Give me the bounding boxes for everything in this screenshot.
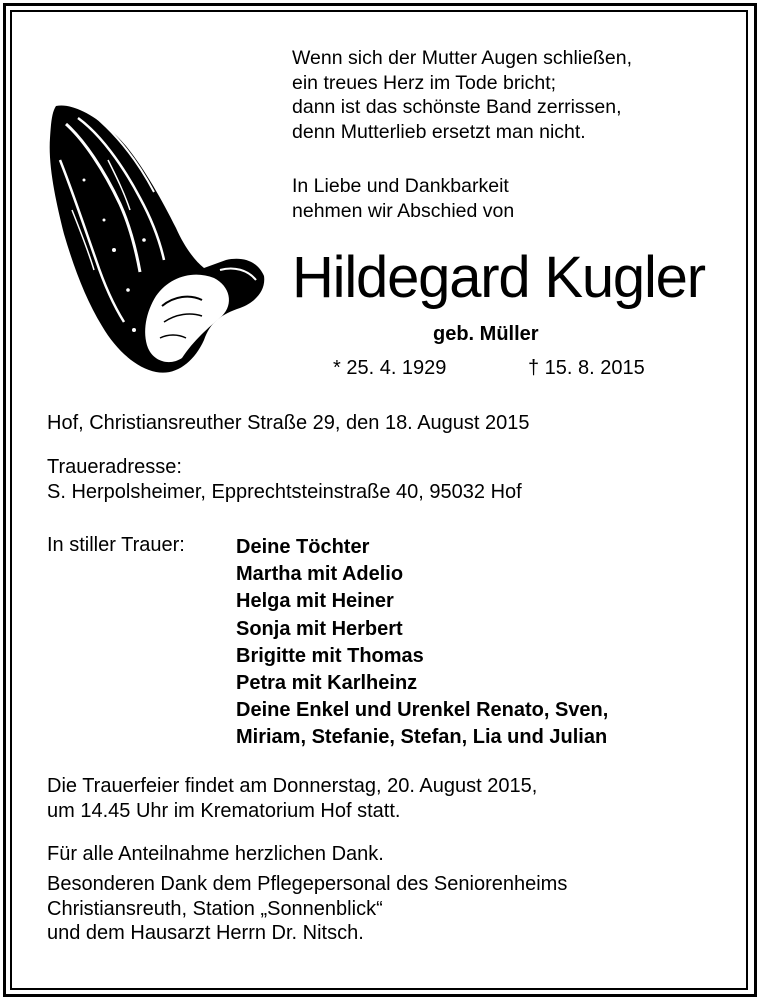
birth-date: * 25. 4. 1929 — [333, 357, 447, 379]
mourners-label: In stiller Trauer: — [47, 534, 185, 556]
funeral-line: um 14.45 Uhr im Krematorium Hof statt. — [47, 799, 401, 822]
poem — [292, 46, 632, 144]
mourner-line: Helga mit Heiner — [236, 590, 394, 613]
maiden-name: geb. Müller — [433, 323, 539, 345]
special-thanks-line: Besonderen Dank dem Pflegepersonal des Seniorenheims — [47, 873, 568, 895]
mourner-line: Sonja mit Herbert — [236, 617, 403, 640]
thanks-note: Für alle Anteilnahme herzlichen Dank. — [47, 843, 384, 865]
mourning-address — [47, 455, 522, 504]
mourner-line: Petra mit Karlheinz — [236, 672, 418, 695]
special-thanks — [47, 872, 567, 946]
poem-line: Wenn sich der Mutter Augen schließen, — [292, 47, 632, 69]
poem-line: ein treues Herz im Tode bricht; — [292, 71, 557, 94]
intro-line: nehmen wir Abschied von — [292, 199, 515, 222]
mourner-line: Miriam, Stefanie, Stefan, Lia und Julian — [236, 726, 608, 749]
poem-line: dann ist das schönste Band zerrissen, — [292, 96, 622, 118]
mourners-list — [236, 534, 608, 752]
mourning-address-label: Traueradresse: — [47, 456, 182, 478]
mourner-line: Deine Töchter — [236, 536, 370, 558]
special-thanks-line: und dem Hausarzt Herrn Dr. Nitsch. — [47, 922, 364, 944]
mourner-line: Martha mit Adelio — [236, 563, 404, 586]
intro-line: In Liebe und Dankbarkeit — [292, 175, 509, 197]
funeral-notice — [47, 774, 537, 823]
mourning-address-value: S. Herpolsheimer, Epprechtsteinstraße 40, 95032 Hof — [47, 480, 522, 503]
death-date: † 15. 8. 2015 — [528, 357, 645, 379]
mourner-line: Brigitte mit Thomas — [236, 644, 424, 667]
mourner-line: Deine Enkel und Urenkel Renato, Sven, — [236, 699, 609, 722]
funeral-line: Die Trauerfeier findet am Donnerstag, 20. August 2015, — [47, 775, 538, 797]
farewell-intro — [292, 174, 514, 223]
poem-line: denn Mutterlieb ersetzt man nicht. — [292, 120, 586, 143]
deceased-name: Hildegard Kugler — [292, 245, 705, 310]
special-thanks-line: Christiansreuth, Station „Sonnenblick“ — [47, 897, 383, 920]
praying-hands-icon — [44, 100, 266, 382]
place-and-date: Hof, Christiansreuther Straße 29, den 18. August 2015 — [47, 412, 530, 434]
